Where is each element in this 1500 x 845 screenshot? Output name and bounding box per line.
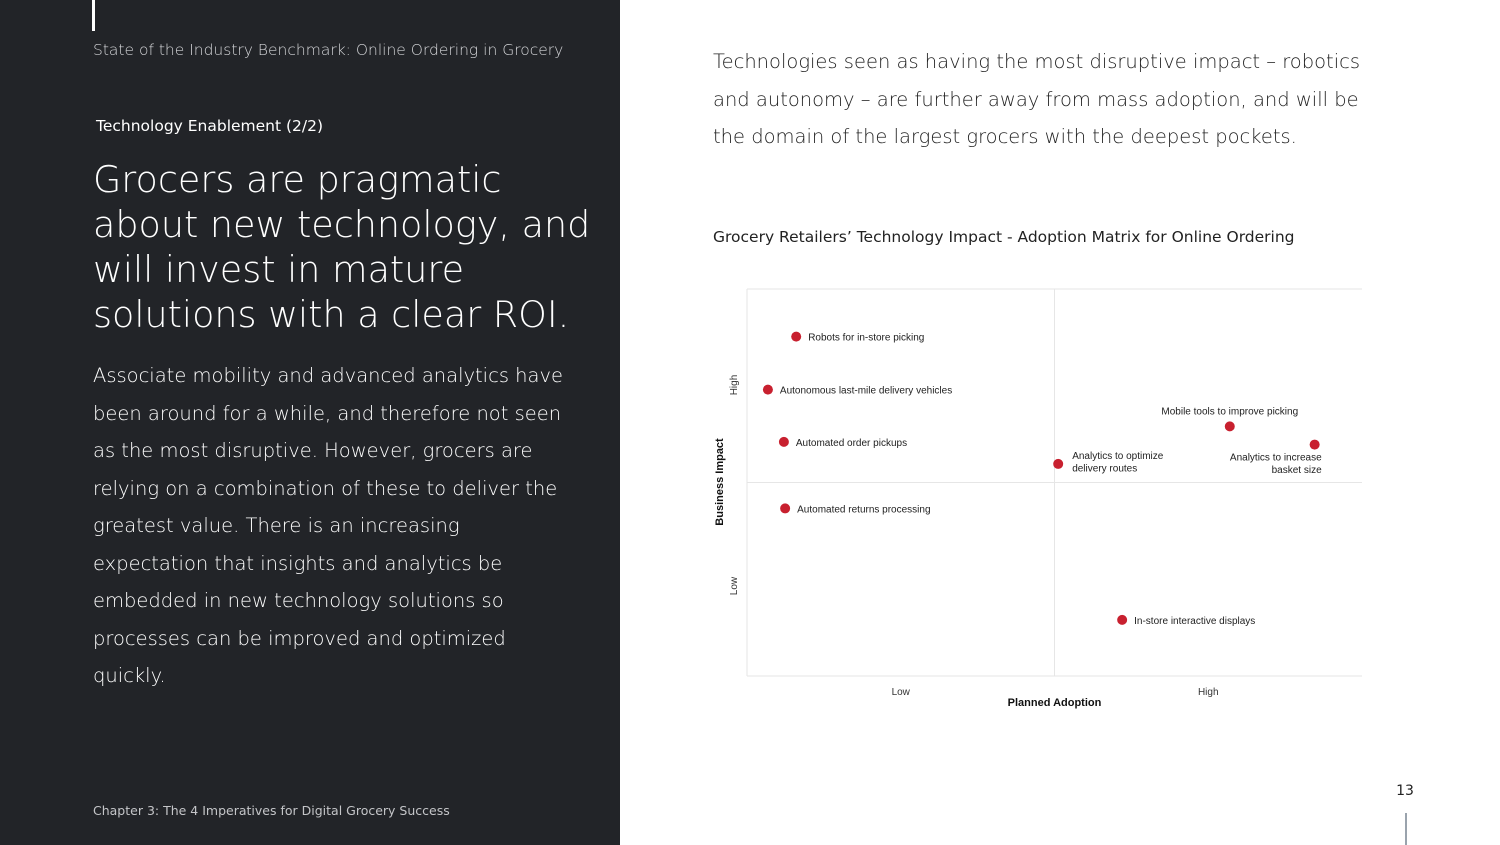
data-point-label: Mobile tools to improve picking bbox=[1161, 406, 1299, 418]
chart-title: Grocery Retailers’ Technology Impact - Adoption Matrix for Online Ordering bbox=[713, 228, 1295, 246]
y-axis-label: Business Impact bbox=[714, 438, 726, 526]
left-panel bbox=[0, 0, 620, 845]
data-point bbox=[1117, 615, 1127, 625]
data-point-label: Autonomous last-mile delivery vehicles bbox=[779, 385, 953, 397]
accent-bar bbox=[92, 0, 95, 31]
body-paragraph: Associate mobility and advanced analytics have been around for a while, and therefore not seen as the most disruptive. However, grocers are relying on a combination of these to deliver the greatest value. There is an increasing expectation that insights and analytics be embedded in new technology solutions so processes can be improved and optimized quickly. bbox=[93, 364, 564, 687]
data-point bbox=[1310, 440, 1320, 450]
chapter-footer: Chapter 3: The 4 Imperatives for Digital Grocery Success bbox=[93, 803, 450, 818]
data-point-label: Analytics to optimize delivery routes bbox=[1072, 450, 1164, 475]
impact-adoption-matrix bbox=[700, 280, 1380, 720]
y-tick-label: High bbox=[729, 374, 740, 396]
data-point bbox=[791, 332, 801, 342]
report-title: State of the Industry Benchmark: Online Ordering in Grocery bbox=[93, 41, 564, 59]
data-point-label: In-store interactive displays bbox=[1134, 615, 1256, 627]
data-point bbox=[763, 385, 773, 395]
data-point bbox=[780, 503, 790, 513]
page-number: 13 bbox=[1396, 783, 1414, 799]
section-label: Technology Enablement (2/2) bbox=[96, 117, 324, 135]
data-point-label: Analytics to increase basket size bbox=[1229, 452, 1322, 477]
data-point bbox=[779, 437, 789, 447]
x-tick-label: Low bbox=[891, 687, 910, 698]
x-axis-label: Planned Adoption bbox=[1007, 697, 1102, 709]
data-point-label: Automated order pickups bbox=[795, 437, 908, 449]
data-point bbox=[1225, 421, 1235, 431]
page-number-bar bbox=[1405, 813, 1407, 845]
data-point-label: Robots for in-store picking bbox=[808, 332, 925, 344]
x-tick-label: High bbox=[1197, 687, 1219, 698]
intro-paragraph: Technologies seen as having the most disruptive impact – robotics and autonomy – are further away from mass adoption, and will be the domain of the largest grocers with the deepest pockets. bbox=[713, 50, 1360, 148]
data-point bbox=[1053, 459, 1063, 469]
y-tick-label: Low bbox=[729, 576, 740, 596]
data-point-label: Automated returns processing bbox=[797, 504, 931, 516]
headline: Grocers are pragmatic about new technology, and will invest in mature solutions with a clear ROI. bbox=[93, 158, 591, 336]
